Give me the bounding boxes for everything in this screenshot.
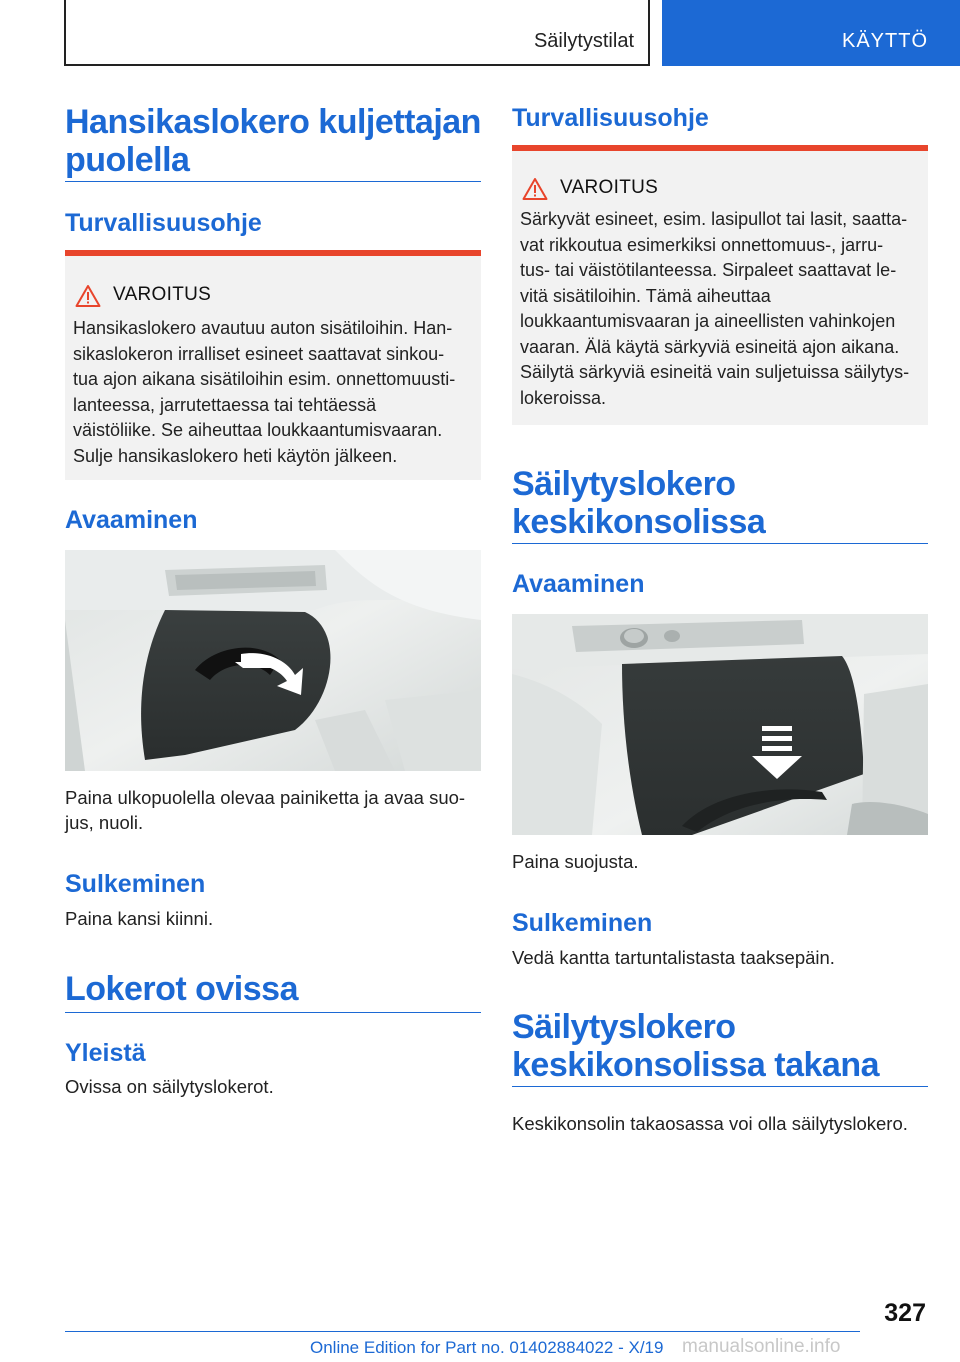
right-closing-heading: Sulkeminen xyxy=(512,909,653,937)
header-section-box xyxy=(64,0,650,66)
warning-line: Hansikaslokero avautuu auton sisätiloihin. Han- xyxy=(73,318,453,338)
page-number: 327 xyxy=(884,1299,926,1327)
right-warning-text xyxy=(520,207,922,411)
glovebox-drawing xyxy=(65,550,481,771)
console-title xyxy=(512,465,765,541)
warning-line: vaaran. Älä käytä särkyviä esineitä ajon aikana. xyxy=(520,336,900,357)
right-opening-text: Paina suojusta. xyxy=(512,851,639,872)
right-opening-heading: Avaaminen xyxy=(512,570,645,598)
glovebox-title xyxy=(65,103,481,179)
warning-line: sikaslokeron irralliset esineet saattavat sinkou- xyxy=(73,343,445,364)
warning-line: vitä sisätiloihin. Tämä aiheuttaa xyxy=(520,285,771,306)
footer-edition: Online Edition for Part no. 01402884022 - X/19 xyxy=(310,1338,664,1357)
rear-title-rule xyxy=(512,1086,928,1087)
console-title-line2: keskikonsolissa xyxy=(512,503,766,541)
warning-line: tus- tai väistötilanteessa. Sirpaleet saattavat le- xyxy=(520,260,897,280)
warning-line: lokeroissa. xyxy=(520,387,607,408)
right-safety-heading: Turvallisuusohje xyxy=(512,104,709,132)
doors-title: Lokerot ovissa xyxy=(65,970,298,1008)
footer-rule xyxy=(65,1331,860,1332)
header-section-title: Säilytystilat xyxy=(533,30,634,52)
rear-console-text: Keskikonsolin takaosassa voi olla säilytyslokero. xyxy=(512,1113,908,1134)
warning-line: Särkyvät esineet, esim. lasipullot tai lasit, saatta- xyxy=(520,209,908,229)
general-heading: Yleistä xyxy=(65,1039,146,1067)
title-rule xyxy=(65,181,481,182)
warning-line: tua ajon aikana sisätiloihin esim. onnettomuusti- xyxy=(73,369,456,389)
warning-triangle-icon xyxy=(522,177,548,201)
rear-title-line2: keskikonsolissa takana xyxy=(512,1046,880,1084)
doors-title-rule xyxy=(65,1012,481,1013)
left-warning-box xyxy=(65,250,481,480)
left-warning-text xyxy=(73,316,475,469)
console-title-line1: Säilytyslokero xyxy=(512,465,736,503)
header-chapter-tab xyxy=(662,0,960,66)
glovebox-title-line1: Hansikaslokero kuljettajan xyxy=(65,103,481,141)
warning-line: Säilytä särkyviä esineitä vain suljetuissa säilytys- xyxy=(520,362,910,382)
glovebox-title-line2: puolella xyxy=(65,141,190,179)
left-warning-label: VAROITUS xyxy=(113,284,212,305)
left-opening-heading: Avaaminen xyxy=(65,506,198,534)
left-closing-text: Paina kansi kiinni. xyxy=(65,908,214,929)
warning-line: lanteessa, jarrutettaessa tai tehtäessä xyxy=(73,394,377,415)
left-closing-heading: Sulkeminen xyxy=(65,870,206,898)
warning-line: väistöliike. Se aiheuttaa loukkaantumisvaaran. xyxy=(73,420,443,440)
footer-watermark: manualsonline.info xyxy=(682,1336,841,1357)
warning-line: vat rikkoutua esimerkiksi onnettomuus-, jarru- xyxy=(520,234,884,255)
warning-line: Sulje hansikaslokero heti käytön jälkeen. xyxy=(73,445,398,466)
right-warning-box xyxy=(512,145,928,425)
warning-line: loukkaantumisvaaran ja aineellisten vahinkojen xyxy=(520,311,896,331)
header-chapter-label: KÄYTTÖ xyxy=(841,30,928,52)
console-drawing xyxy=(512,614,928,835)
general-text: Ovissa on säilytyslokerot. xyxy=(65,1076,274,1097)
left-opening-text xyxy=(65,785,481,835)
console-title-rule xyxy=(512,543,928,544)
rear-console-title xyxy=(512,1008,879,1084)
warning-triangle-icon xyxy=(75,284,101,308)
right-closing-text: Vedä kantta tartuntalistasta taaksepäin. xyxy=(512,947,835,968)
left-safety-heading: Turvallisuusohje xyxy=(65,209,262,237)
glovebox-illustration xyxy=(65,550,481,771)
right-warning-label: VAROITUS xyxy=(560,177,659,198)
opening-text-line2: jus, nuoli. xyxy=(65,812,144,833)
console-illustration xyxy=(512,614,928,835)
rear-title-line1: Säilytyslokero xyxy=(512,1008,736,1046)
opening-text-line1: Paina ulkopuolella olevaa painiketta ja avaa suo- xyxy=(65,787,466,808)
